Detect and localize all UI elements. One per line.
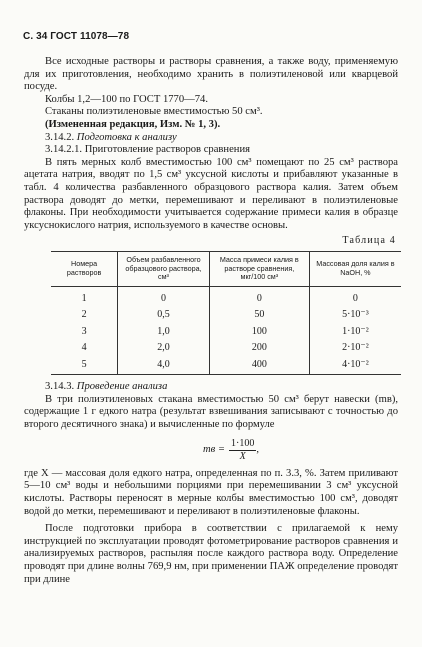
paragraph-beakers: Стаканы полиэтиленовые вместимостью 50 см³. [45,106,263,118]
table-row [51,324,401,341]
table-cell: 0,5 [118,307,210,324]
formula-lhs: mв = [202,444,226,456]
section-heading-analysis [24,381,398,394]
paragraph-amendment: (Измененная редакция, Изм. № 1, 3). [45,118,221,130]
table-cell: 400 [209,357,309,375]
table-cell: 0 [209,286,309,307]
table-header-cell: Объем разбавленного образцового раствора, см³ [118,251,210,286]
table-row [51,307,401,324]
section-title: Проведение анализа [76,381,168,393]
formula [64,438,398,464]
formula-denominator: X [239,451,246,463]
document-body [24,56,398,586]
table-row [51,357,401,375]
table-cell: 4 [51,340,118,357]
data-table [51,251,401,375]
formula-fraction [229,438,256,464]
table-cell: 4·10⁻² [309,357,401,375]
page-header: С. 34 ГОСТ 11078—78 [23,31,130,42]
table-cell: 0 [118,286,210,307]
paragraph-weighing: В три полиэтиленовых стакана вместимостью 50 см³ берут навески (mв), содержащие 1 г едкого натра (результат взвешивания записывают с точностью до второго десятичного знака) и вычисленные по формуле [24,393,398,430]
table-cell: 3 [51,324,118,341]
table-cell: 2·10⁻² [309,340,401,357]
table-cell: 5·10⁻³ [309,307,401,324]
paragraph-reference-procedure: В пять мерных колб вместимостью 100 см³ помещают по 25 см³ раствора ацетата натрия, вводят по 1,5 см³ уксусной кислоты и прибавляют указанные в табл. 4 количества разбавленного образцового раствора калия. Затем объем раствора доводят до метки, перемешивают и переливают в полиэтиленовые флаконы. При необходимости учитывается содержание примеси калия в образце уксуснокислого натрия, используемого в качестве основы. [24,156,398,231]
paragraph-where: где X — массовая доля едкого натра, определенная по п. 3.3, %. Затем приливают 5—10 см³ воды и небольшими порциями при перемешивании 3 см³ уксусной кислоты. Растворы переносят в мерные колбы вместимостью 100 см³, доводят водой до метки, перемешивают и переливают в полиэтиленовые флаконы. [24,467,398,517]
section-number: 3.14.2. [45,131,75,143]
table-cell: 1·10⁻² [309,324,401,341]
table-header-row [51,251,401,286]
table-header-cell: Масса примеси калия в растворе сравнения, мкг/100 см³ [209,251,309,286]
table-header-cell: Номера растворов [51,251,118,286]
table-row [51,340,401,357]
paragraph-photometry: После подготовки прибора в соответствии с прилагаемой к нему инструкцией по эксплуатации проводят фотометрирование растворов сравнения и анализируемых растворов, распыляя после каждого раствора воду. Определение проводят при длине волны 769,9 нм, при применении ПАЖ определение проводят при длине [24,523,398,585]
table-cell: 200 [209,340,309,357]
table-caption: Таблица 4 [342,235,396,247]
paragraph-storage: Все исходные растворы и растворы сравнения, а также воду, применяемую для их приготовления, необходимо хранить в полиэтиленовой или кварцевой посуде. [24,56,398,93]
table-cell: 1,0 [118,324,210,341]
table-header-cell: Массовая доля калия в NaOH, % [309,251,401,286]
table-cell: 0 [309,286,401,307]
section-number: 3.14.3. [45,381,75,393]
subsection-heading-reference-solutions: 3.14.2.1. Приготовление растворов сравнения [45,144,250,156]
section-heading-preparation [24,132,398,145]
table-cell: 2,0 [118,340,210,357]
table-cell: 2 [51,307,118,324]
formula-tail: , [256,444,260,456]
table-cell: 50 [209,307,309,324]
table-row [51,286,401,307]
table-cell: 1 [51,286,118,307]
section-title: Подготовка к анализу [76,131,177,143]
paragraph-flasks: Колбы 1,2—100 по ГОСТ 1770—74. [45,93,208,105]
formula-numerator: 1·100 [229,438,256,452]
table-cell: 100 [209,324,309,341]
table-cell: 4,0 [118,357,210,375]
table-cell: 5 [51,357,118,375]
